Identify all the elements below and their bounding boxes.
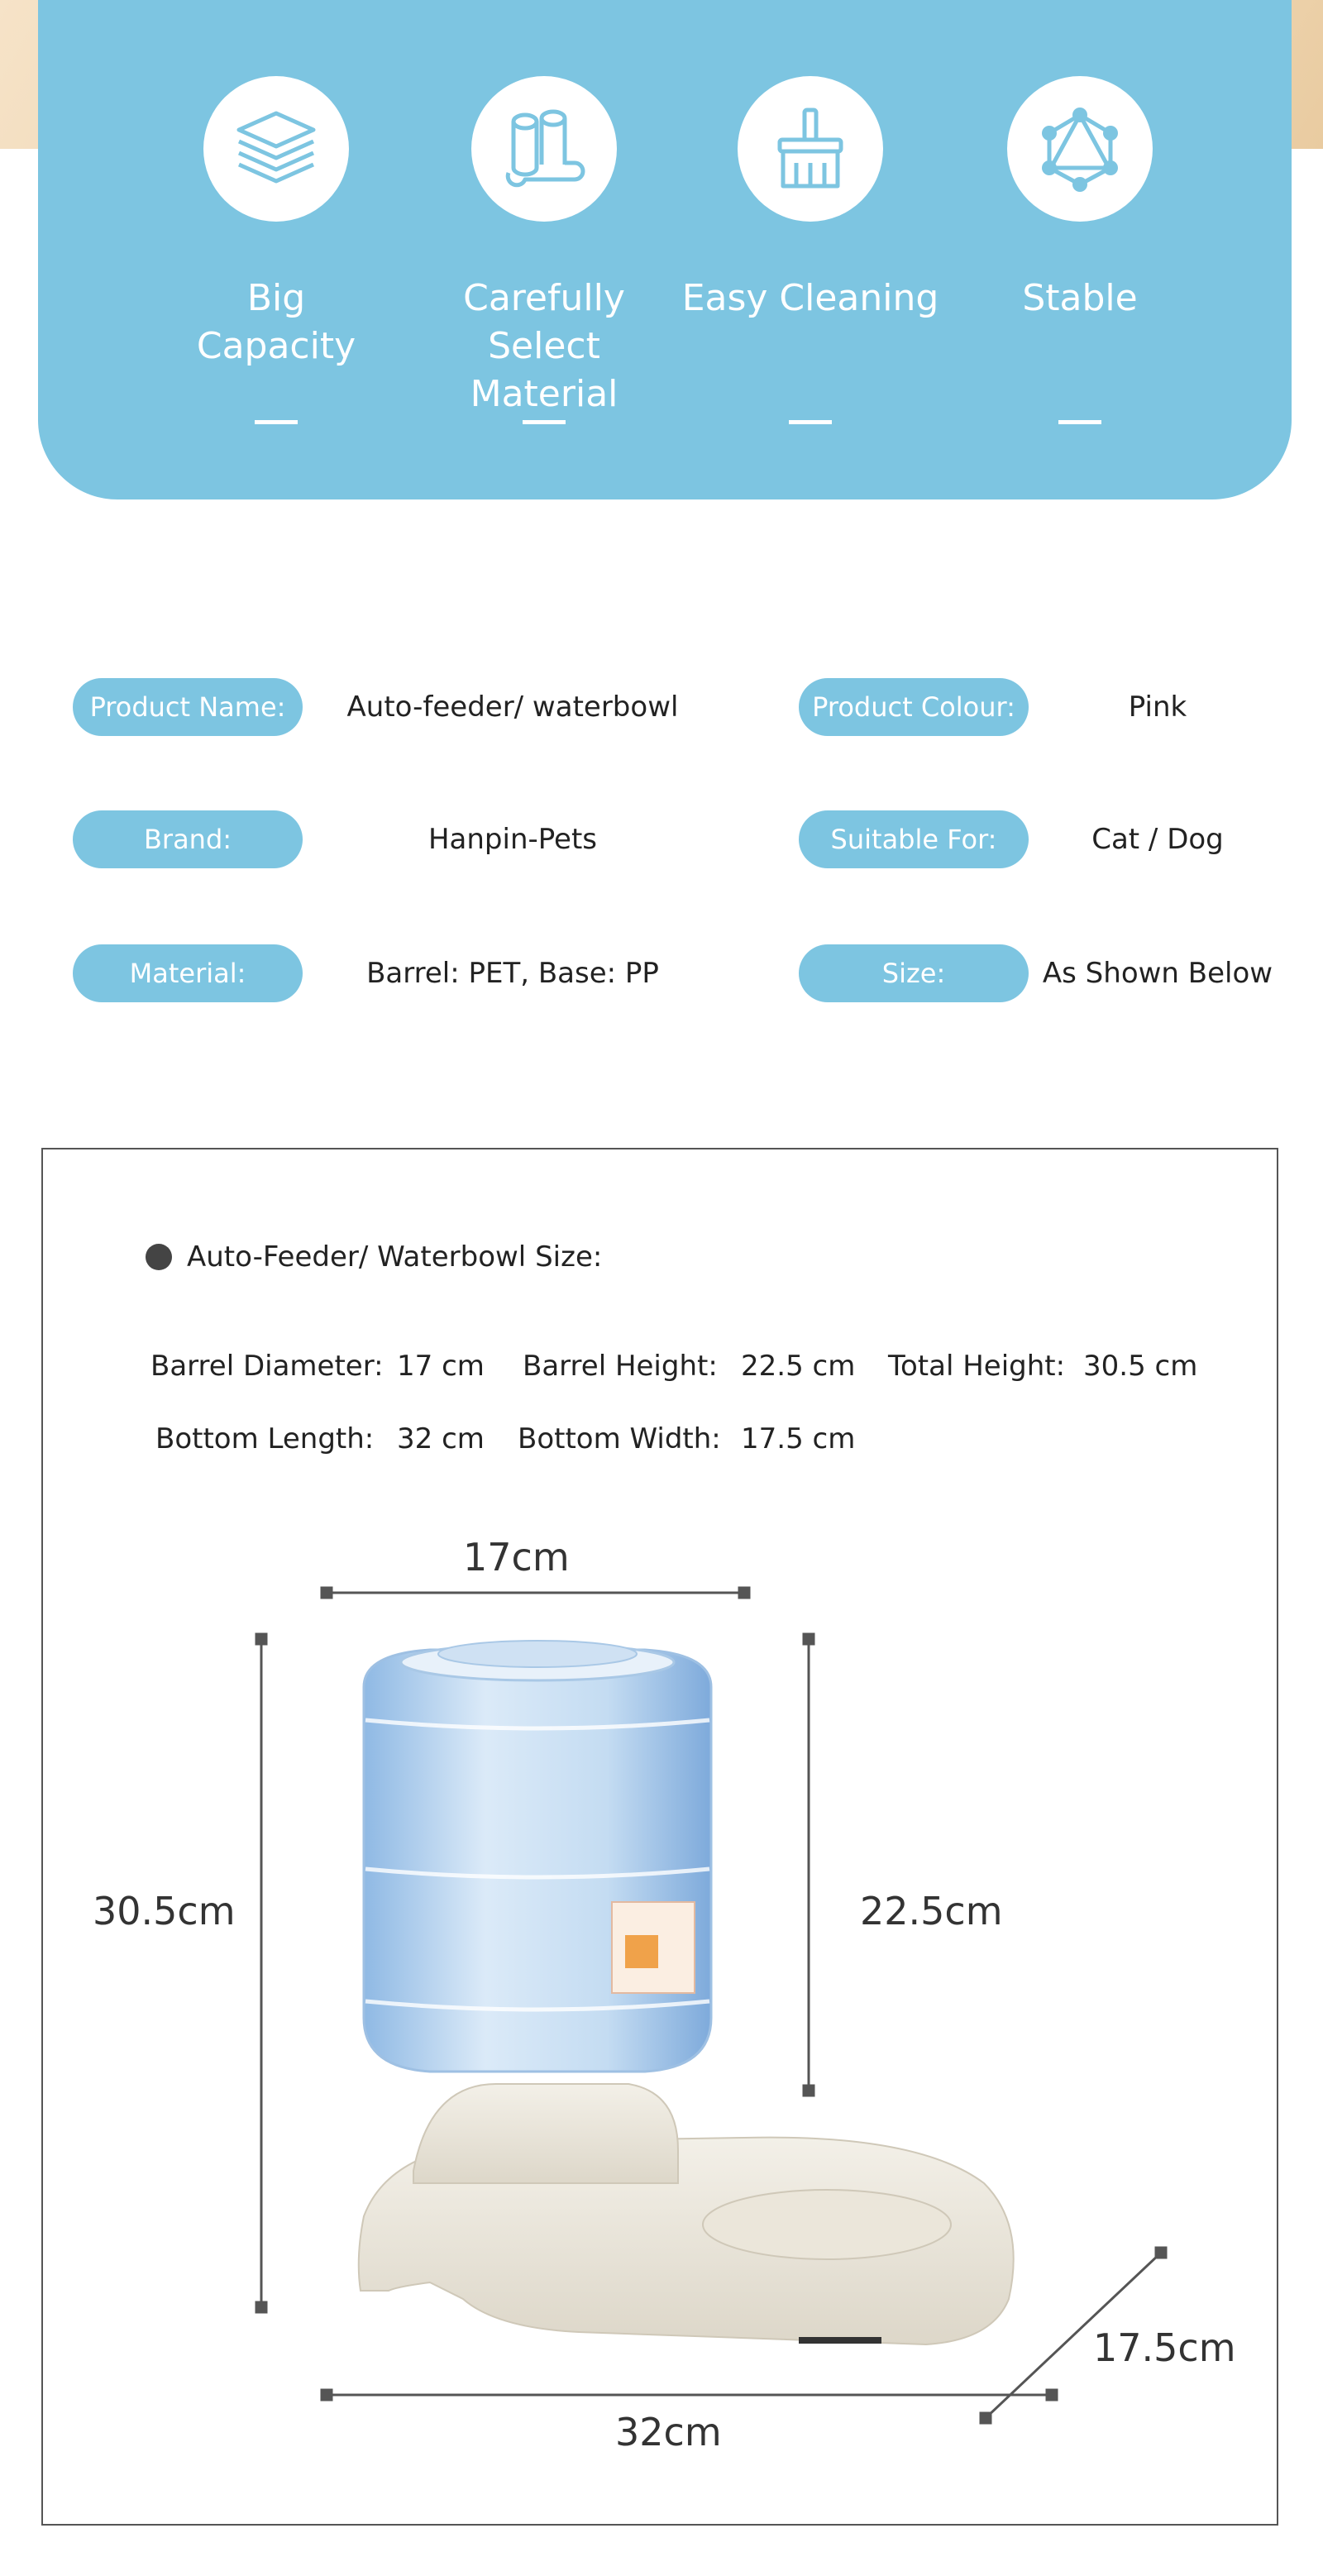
feature-title: Easy Cleaning <box>681 277 939 319</box>
material-label: Material: <box>73 944 303 1002</box>
size-value: As Shown Below <box>1042 957 1273 990</box>
brand-value: Hanpin-Pets <box>427 823 598 856</box>
bottom-width-value: 17.5 cm <box>741 1422 856 1455</box>
barrel-diameter-value: 17 cm <box>397 1350 485 1383</box>
dimension-top-width: 17cm <box>463 1535 570 1580</box>
size-heading: Auto-Feeder/ Waterbowl Size: <box>187 1240 603 1274</box>
product-name-value: Auto-feeder/ waterbowl <box>346 691 679 724</box>
dimension-bottom-width: 17.5cm <box>1093 2325 1236 2370</box>
feeder-base <box>359 2084 1014 2344</box>
dimension-total-height: 30.5cm <box>93 1889 236 1933</box>
product-colour-value: Pink <box>1128 691 1187 724</box>
bottom-length-value: 32 cm <box>397 1422 485 1455</box>
feature-title: Carefully <box>463 277 625 319</box>
water-barrel <box>364 1641 711 2072</box>
feature-title: Big <box>246 277 306 319</box>
feature-title-line2: Capacity <box>196 325 356 367</box>
bottom-length-label: Bottom Length: <box>155 1422 375 1455</box>
feature-title: Stable <box>1022 277 1138 319</box>
size-label: Size: <box>799 944 1029 1002</box>
material-value: Barrel: PET, Base: PP <box>366 957 659 990</box>
product-name-label: Product Name: <box>73 678 303 736</box>
product-colour-label: Product Colour: <box>799 678 1029 736</box>
suitable-label: Suitable For: <box>799 810 1029 868</box>
barrel-height-label: Barrel Height: <box>523 1350 718 1383</box>
dimension-bottom-length: 32cm <box>615 2410 722 2454</box>
barrel-height-value: 22.5 cm <box>741 1350 856 1383</box>
total-height-label: Total Height: <box>888 1350 1066 1383</box>
total-height-value: 30.5 cm <box>1083 1350 1198 1383</box>
bottom-width-label: Bottom Width: <box>518 1422 721 1455</box>
barrel-diameter-label: Barrel Diameter: <box>150 1350 384 1383</box>
dimension-barrel-height: 22.5cm <box>860 1889 1003 1933</box>
brand-label: Brand: <box>73 810 303 868</box>
feature-title-line2: Select Material <box>470 325 619 415</box>
suitable-value: Cat / Dog <box>1091 823 1224 856</box>
